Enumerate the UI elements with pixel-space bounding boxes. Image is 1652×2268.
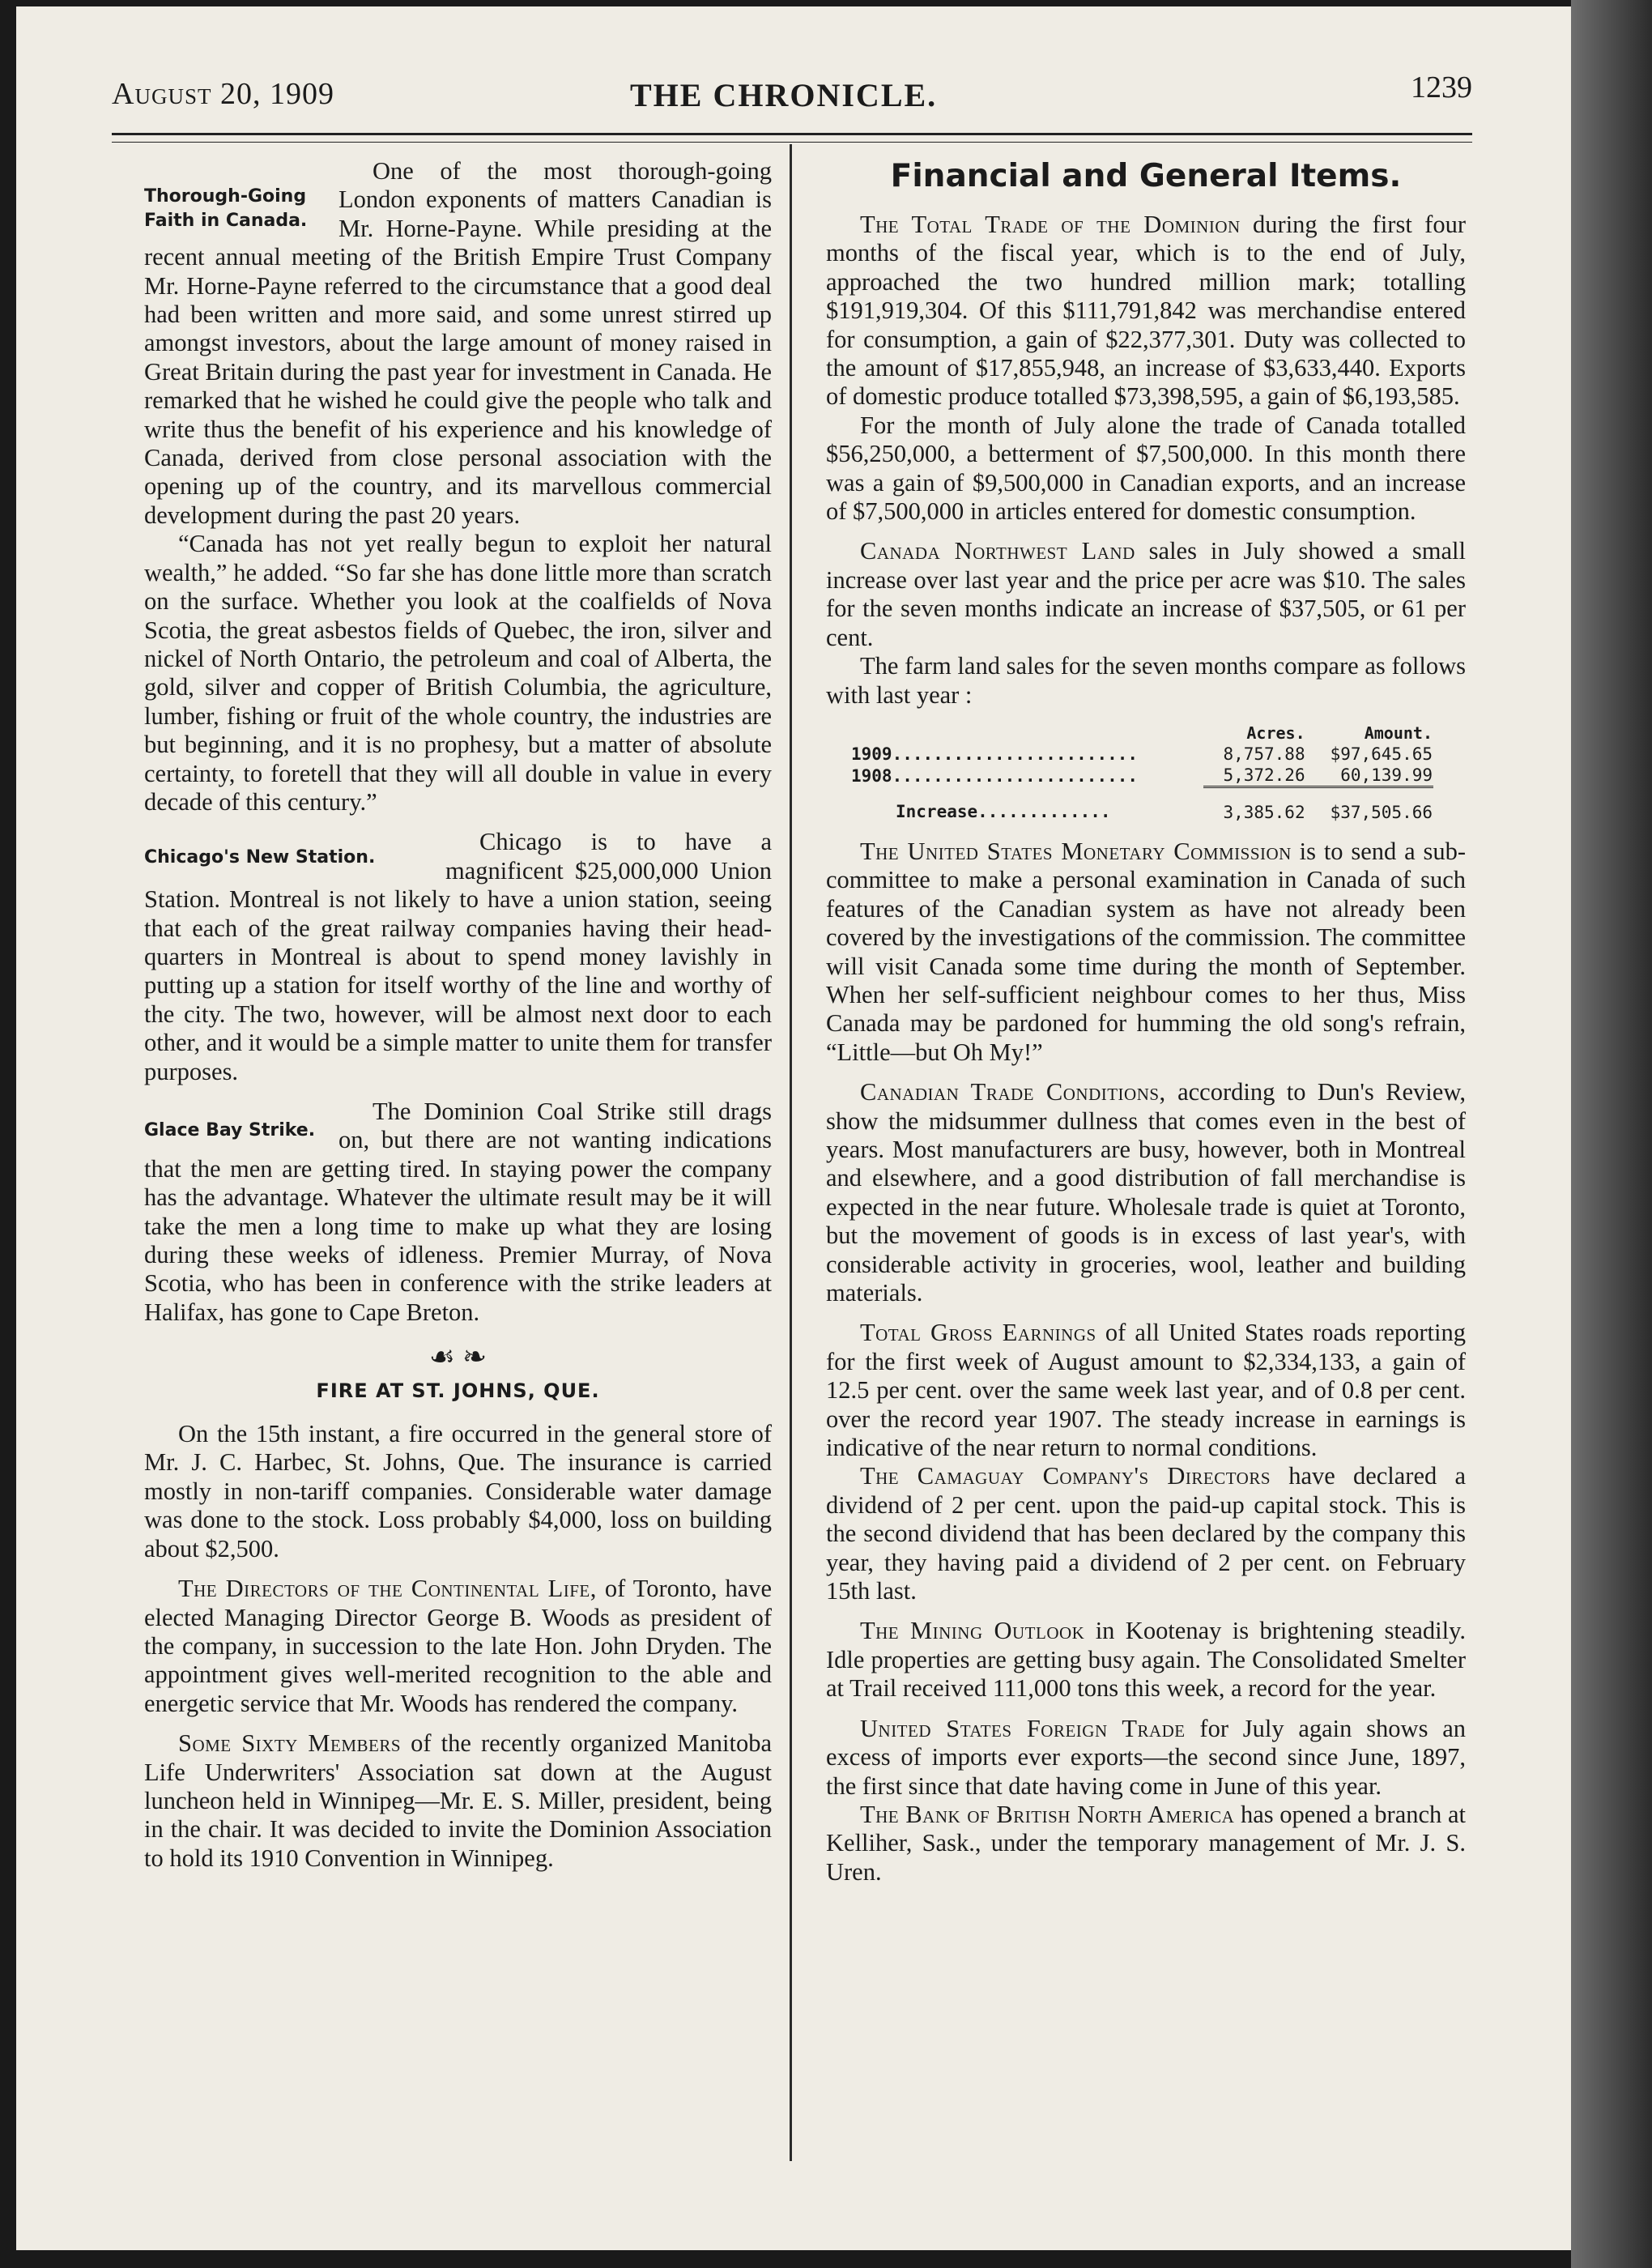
body-mining-outlook: in Kootenay is brightening steadily. Idle properties are getting busy again. The Consolidated Smelter at Trail received 111,000 tons this week, a record for the year.	[826, 1617, 1466, 1703]
article-continental-life	[144, 1575, 772, 1718]
row-amount: $97,645.65	[1330, 744, 1433, 764]
leader-dots: .............	[977, 802, 1111, 822]
article-trade-conditions	[826, 1078, 1466, 1307]
lead-trade-conditions: Canadian Trade Conditions,	[860, 1078, 1166, 1106]
article-camaguay	[826, 1462, 1466, 1605]
scan-edge	[1571, 0, 1652, 2268]
lead-foreign-trade: United States Foreign Trade	[860, 1714, 1186, 1742]
article-monetary-commission	[826, 838, 1466, 1067]
row-acres: 8,757.88	[1223, 744, 1305, 764]
heading-financial-items: Financial and General Items.	[890, 158, 1402, 194]
article-mining-outlook	[826, 1617, 1466, 1703]
table-header-row	[850, 723, 1433, 744]
lead-northwest-land: Canada Northwest Land	[860, 537, 1135, 565]
row-amount: 60,139.99	[1340, 765, 1433, 785]
publication-title: THE CHRONICLE.	[630, 77, 938, 113]
right-column	[826, 157, 1466, 1886]
land-sales-table	[850, 723, 1433, 823]
article-chicago-p1: Chicago is to have a magnificent $25,000,000 Union Station. Montreal is not likely to have a union station, seeing that each of the great railway companies having their head-quarters in Montreal is about to spend money lavishly in putting up a station for itself worthy of the line and worthy of the city. The two, however, will be almost next door to each other, and it would be a simple matter to unite them for transfer purposes.	[144, 828, 772, 1085]
lead-monetary-commission: The United States Monetary Commission	[860, 837, 1292, 865]
header-rule	[112, 133, 1472, 143]
body-manitoba: of the recently organized Manitoba Life Underwriters' Association sat down at the August luncheon held in Winnipeg—Mr. E. S. Miller, president, being in the chair. It was decided to invite the Dominion Association to hold its 1910 Convention in Winnipeg.	[144, 1729, 773, 1872]
total-label: Increase	[896, 802, 978, 822]
article-total-trade-p1	[826, 211, 1466, 411]
column-divider	[790, 144, 792, 2161]
row-acres: 5,372.26	[1223, 765, 1305, 785]
side-heading-chicago: Chicago's New Station.	[144, 847, 376, 868]
row-year: 1909	[851, 744, 892, 764]
article-bank-bna	[826, 1801, 1466, 1886]
lead-continental-life: The Directors of the Continental Life,	[178, 1575, 597, 1603]
lead-bank-bna: The Bank of British North America	[860, 1800, 1235, 1828]
leader-dots: ........................	[892, 744, 1139, 764]
row-year: 1908	[851, 765, 892, 786]
article-glace-bay-p1: The Dominion Coal Strike still drags on, but there are not wanting indications that the men are getting tired. In staying power the company has the advantage. Whatever the ultimate result may be it will take the men a long time to make up what they are losing during these weeks of idleness. Premier Murray, of Nova Scotia, who has been in conference with the strike leaders at Halifax, has gone to Cape Breton.	[144, 1098, 772, 1326]
article-foreign-trade	[826, 1715, 1466, 1801]
lead-camaguay: The Camaguay Company's Directors	[860, 1462, 1271, 1490]
body-bank-bna: has opened a branch at Kelliher, Sask., under the temporary management of Mr. J. S. Uren.	[826, 1800, 1466, 1886]
newspaper-page	[16, 6, 1571, 2250]
col-amount: Amount.	[1364, 723, 1433, 743]
article-northwest-land-p2: The farm land sales for the seven months compare as follows with last year :	[826, 652, 1466, 709]
body-foreign-trade: for July again shows an excess of imports ever exports—the second since June, 1897, the first since that date having come in June of this year.	[826, 1714, 1466, 1800]
left-column	[144, 157, 772, 1873]
article-manitoba	[144, 1729, 772, 1873]
body-monetary-commission: is to send a sub-committee to make a personal examination in Canada of such features of the Canadian system as have not already been covered by the investigations of the commission. The committee will visit Canada some time during the month of September. When her self-sufficient neighbour comes to her thus, Miss Canada may be pardoned for humming the old song's refrain, “Little—but Oh My!”	[826, 837, 1466, 1066]
lead-gross-earnings: Total Gross Earnings	[860, 1319, 1096, 1347]
body-trade-conditions: according to Dun's Review, show the midsummer dullness that comes even in the best of years. Most manufacturers are busy, however, both in Montreal and elsewhere, and a good distribution of fall merchandise is expected in the near future. Wholesale trade is quiet at Toronto, but the movement of goods is in excess of last year's, with considerable activity in groceries, wool, leather and building materials.	[826, 1078, 1466, 1307]
body-continental-life: of Toronto, have elected Managing Director George B. Woods as president of the company, in succession to the late Hon. John Dryden. The appointment gives well-merited recognition to the able and energetic service that Mr. Woods has rendered the company.	[144, 1575, 773, 1717]
issue-date: August 20, 1909	[112, 77, 334, 111]
side-heading-thorough-going: Thorough-Going Faith in Canada.	[144, 186, 308, 231]
side-heading-glace-bay: Glace Bay Strike.	[144, 1120, 316, 1140]
lead-manitoba: Some Sixty Members	[178, 1729, 402, 1758]
body-camaguay: have declared a dividend of 2 per cent. upon the paid-up capital stock. This is the second dividend that has been declared by the company this year, they having paid a dividend of 2 per cent. on February 15th last.	[826, 1462, 1466, 1605]
table-row	[850, 765, 1433, 787]
body-gross-earnings: of all United States roads reporting for the first week of August amount to $2,334,133, a gain of 12.5 per cent. over the same week last year, and of 0.8 per cent. over the record year 1907. The steady increase in earnings is indicative of the near return to normal conditions.	[826, 1319, 1467, 1462]
article-total-trade-p2: For the month of July alone the trade of Canada totalled $56,250,000, a betterment of $7,500,000. In this month there was a gain of $9,500,000 in Canadian exports, and an increase of $7,500,000 in articles entered for domestic consumption.	[826, 411, 1466, 526]
body-total-trade: during the first four months of the fiscal year, which is to the end of July, approached the two hundred million mark; totalling $191,919,304. Of this $111,791,842 was merchandise entered for consumption, a gain of $22,377,301. Duty was collected to the amount of $17,855,948, an increase of $3,633,440. Exports of domestic produce totalled $73,398,595, a gain of $6,193,585.	[826, 211, 1466, 411]
leader-dots: ........................	[892, 765, 1139, 786]
body-northwest-land: sales in July showed a small increase over last year and the price per acre was $10. The sales for the seven months indicate an increase of $37,505, or 61 per cent.	[826, 537, 1466, 651]
total-amount: $37,505.66	[1306, 787, 1433, 823]
col-acres: Acres.	[1246, 723, 1305, 743]
total-acres: 3,385.62	[1203, 787, 1305, 823]
table-row	[850, 744, 1433, 765]
article-northwest-land-p1	[826, 537, 1466, 652]
article-thorough-going-p2: “Canada has not yet really begun to exploit her natural wealth,” he added. “So far she has done little more than scratch on the surface. Whether you look at the coalfields of Nova Scotia, the great asbestos fields of Quebec, the iron, silver and nickel of North Ontario, the petroleum and coal of Alberta, the gold, silver and copper of British Columbia, the agriculture, lumber, fishing or fruit of the whole country, the industries are but beginning, and it is no prophesy, but a matter of absolute certainty, to foretell that they will all double in value in every decade of this century.”	[144, 530, 772, 816]
article-thorough-going-p1: One of the most thorough-going London exponents of matters Canadian is Mr. Horne-Payne. While presiding at the recent annual meeting of the British Empire Trust Company Mr. Horne-Payne referred to the circumstance that a good deal had been written and more said, and some unrest stirred up amongst investors, about the large amount of money raised in Great Britain during the past year for investment in Canada. He remarked that he wished he could give the people who talk and write thus the benefit of his experience and his knowledge of Canada, derived from close personal association with the opening up of the country, and its marvellous commercial development during the past 20 years.	[144, 157, 772, 529]
lead-mining-outlook: The Mining Outlook	[860, 1617, 1085, 1645]
article-gross-earnings	[826, 1319, 1466, 1462]
table-total-row	[850, 787, 1433, 823]
running-header	[112, 70, 1472, 125]
article-fire-p1: On the 15th instant, a fire occurred in the general store of Mr. J. C. Harbec, St. Johns, Que. The insurance is carried mostly in non-tariff companies. Considerable water damage was done to the stock. Loss probably $4,000, loss on building about $2,500.	[144, 1420, 772, 1562]
heading-fire-st-johns: FIRE AT ST. JOHNS, QUE.	[316, 1379, 600, 1402]
lead-total-trade: The Total Trade of the Dominion	[860, 211, 1241, 238]
page-number: 1239	[1411, 70, 1472, 104]
fleuron-ornament: ☙ ❧	[428, 1341, 488, 1374]
